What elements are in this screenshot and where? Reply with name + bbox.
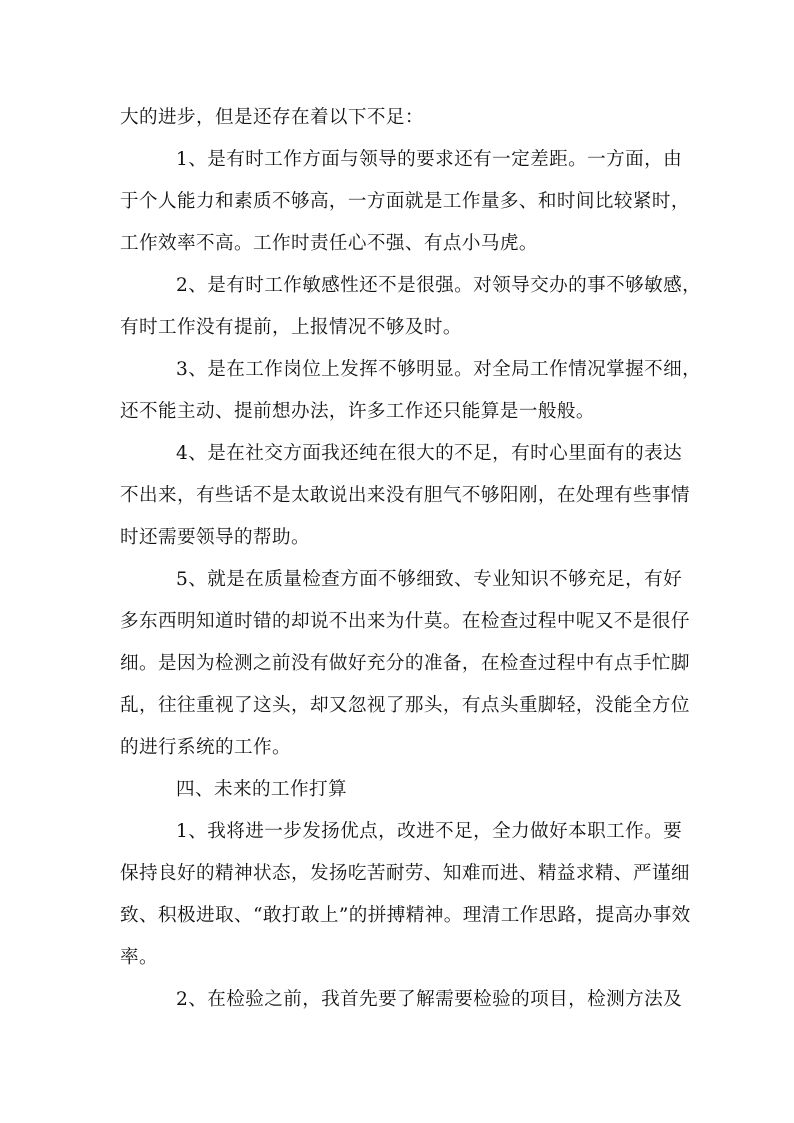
text-line: 不出来，有些话不是太敢说出来没有胆气不够阳刚，在处理有些事情 [120,485,690,506]
paragraph-4-start: 4、是在社交方面我还纯在很大的不足，有时心里面有的表达 [176,443,683,464]
paragraph-2-start: 2、是有时工作敏感性还不是很强。对领导交办的事不够敏感， [176,275,702,296]
text-line: 有时工作没有提前，上报情况不够及时。 [120,317,462,338]
text-line: 还不能主动、提前想办法，许多工作还只能算是一般般。 [120,401,595,422]
text-line: 致、积极进取、“敢打敢上”的拼搏精神。理清工作思路，提高办事效 [120,905,691,926]
text-line: 于个人能力和素质不够高，一方面就是工作量多、和时间比较紧时， [120,191,690,212]
text-line: 率。 [120,947,158,968]
text-line: 多东西明知道时错的却说不出来为什莫。在检查过程中呢又不是很仔 [120,611,690,632]
paragraph-5-start: 5、就是在质量检查方面不够细致、专业知识不够充足，有好 [176,569,683,590]
future-plan-1-start: 1、我将进一步发扬优点，改进不足，全力做好本职工作。要 [176,821,683,842]
paragraph-3-start: 3、是在工作岗位上发挥不够明显。对全局工作情况掌握不细， [176,359,702,380]
text-line: 工作效率不高。工作时责任心不强、有点小马虎。 [120,233,538,254]
paragraph-1-start: 1、是有时工作方面与领导的要求还有一定差距。一方面，由 [176,149,683,170]
text-line: 的进行系统的工作。 [120,737,291,758]
text-line: 时还需要领导的帮助。 [120,527,310,548]
section-heading: 四、未来的工作打算 [176,779,347,800]
text-line: 保持良好的精神状态，发扬吃苦耐劳、知难而进、精益求精、严谨细 [120,863,690,884]
future-plan-2-start: 2、在检验之前，我首先要了解需要检验的项目，检测方法及 [176,989,683,1010]
text-line: 细。是因为检测之前没有做好充分的准备，在检查过程中有点手忙脚 [120,653,690,674]
text-line: 大的进步，但是还存在着以下不足： [120,107,424,128]
text-line: 乱，往往重视了这头，却又忽视了那头，有点头重脚轻，没能全方位 [120,695,690,716]
